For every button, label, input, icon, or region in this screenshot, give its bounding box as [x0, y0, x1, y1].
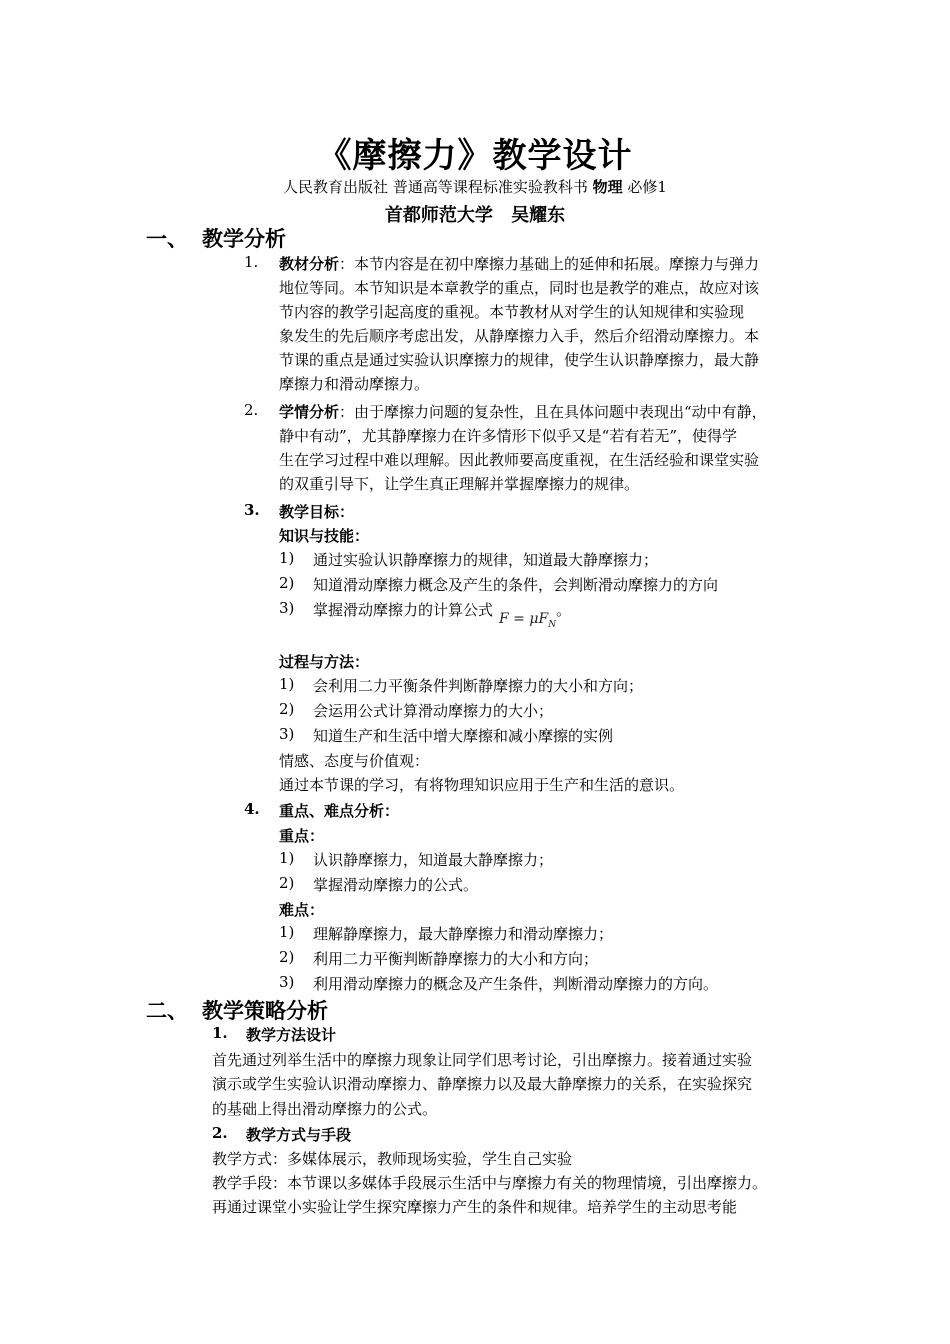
- item-number: 2.: [212, 1124, 228, 1142]
- formula-subscript: N: [548, 619, 557, 630]
- section-2-title: 教学策略分析: [202, 999, 328, 1023]
- text-span: ：本节内容是在初中摩擦力基础上的延伸和拓展。摩擦力与弹力: [339, 255, 760, 273]
- formula-rhs: = μF: [508, 611, 549, 627]
- item-number: 1.: [212, 1024, 228, 1042]
- paragraph-line: 的双重引导下，让学生真正理解并掌握摩擦力的规律。: [279, 475, 640, 493]
- list-item: 掌握滑动摩擦力的公式。: [313, 876, 479, 894]
- list-number: 3): [279, 599, 295, 617]
- list-item: 知道生产和生活中增大摩擦和减小摩擦的实例: [313, 727, 614, 745]
- text-span: 掌握滑动摩擦力的计算公式: [313, 601, 494, 619]
- subheading-process: 过程与方法：: [279, 653, 370, 671]
- list-number: 2): [279, 948, 295, 966]
- list-number: 2): [279, 700, 295, 718]
- section-1-heading: [146, 223, 286, 253]
- subtitle-subject: 物理: [592, 178, 623, 196]
- subtitle-publisher: 人民教育出版社 普通高等课程标准实验教科书: [283, 178, 588, 196]
- subheading-knowledge: 知识与技能：: [279, 527, 370, 545]
- list-item: 利用滑动摩擦力的概念及产生条件，判断滑动摩擦力的方向。: [313, 975, 719, 993]
- section-1-number: 一、: [146, 227, 188, 251]
- friction-formula: [499, 611, 557, 630]
- paragraph-line: [279, 253, 759, 274]
- list-number: 2): [279, 874, 295, 892]
- item-label: 教材分析: [279, 255, 340, 273]
- paragraph-line: 首先通过列举生活中的摩擦力现象让同学们思考讨论，引出摩擦力。接着通过实验: [212, 1051, 753, 1069]
- paragraph-line: 演示或学生实验认识滑动摩擦力、静摩擦力以及最大静摩擦力的关系，在实验探究: [212, 1075, 753, 1093]
- list-number: 1): [279, 549, 295, 567]
- paragraph-line: 地位等同。本节知识是本章教学的重点，同时也是教学的难点，故应对该: [279, 279, 760, 297]
- paragraph-line: 节课的重点是通过实验认识摩擦力的规律，使学生认识静摩擦力，最大静: [279, 351, 760, 369]
- document-subtitle: [0, 176, 950, 197]
- author-school: 首都师范大学: [384, 205, 493, 226]
- item-label: 教学方法设计: [246, 1026, 337, 1044]
- list-item: 会利用二力平衡条件判断静摩擦力的大小和方向；: [313, 677, 644, 695]
- item-label: 重点、难点分析：: [279, 802, 400, 820]
- paragraph-line: [279, 401, 767, 422]
- list-number: 3): [279, 973, 295, 991]
- paragraph-line: 象发生的先后顺序考虑出发，从静摩擦力入手，然后介绍滑动摩擦力。本: [279, 327, 760, 345]
- list-number: 1): [279, 923, 295, 941]
- paragraph-line: 再通过课堂小实验让学生探究摩擦力产生的条件和规律。培养学生的主动思考能: [212, 1198, 738, 1216]
- list-item: 知道滑动摩擦力概念及产生的条件，会判断滑动摩擦力的方向: [313, 576, 719, 594]
- section-2-heading: [146, 995, 328, 1025]
- document-title: 《摩擦力》教学设计: [317, 136, 633, 176]
- paragraph-line: 静中有动”，尤其静摩擦力在许多情形下似乎又是“若有若无”，使得学: [279, 427, 738, 445]
- author-name: 吴耀东: [511, 205, 566, 226]
- section-2-number: 二、: [146, 999, 188, 1023]
- item-number: 1.: [244, 253, 259, 271]
- item-label: 教学方式与手段: [246, 1126, 352, 1144]
- paragraph-line: 的基础上得出滑动摩擦力的公式。: [212, 1100, 438, 1118]
- list-item: 认识静摩擦力，知道最大静摩擦力；: [313, 851, 554, 869]
- list-item: 通过实验认识静摩擦力的规律，知道最大静摩擦力；: [313, 551, 659, 569]
- list-item: 理解静摩擦力，最大静摩擦力和滑动摩擦力；: [313, 925, 614, 943]
- text-span: 。: [556, 601, 572, 619]
- list-item: 会运用公式计算滑动摩擦力的大小；: [313, 702, 554, 720]
- formula-lhs: F: [499, 611, 509, 627]
- item-label: 教学目标：: [279, 503, 355, 521]
- item-number: 3.: [244, 501, 260, 519]
- paragraph-line: 节内容的教学引起高度的重视。本节教材从对学生的认知规律和实验现: [279, 303, 745, 321]
- list-number: 2): [279, 574, 295, 592]
- item-number: 2.: [244, 401, 259, 419]
- list-number: 3): [279, 725, 295, 743]
- paragraph-line: 教学方式：多媒体展示，教师现场实验，学生自己实验: [212, 1150, 573, 1168]
- subheading-key-points: 重点：: [279, 827, 325, 845]
- subheading-attitude: 情感、态度与价值观：: [279, 752, 430, 770]
- list-number: 1): [279, 675, 295, 693]
- list-item: 利用二力平衡判断静摩擦力的大小和方向；: [313, 950, 599, 968]
- paragraph-line: 生在学习过程中难以理解。因此教师要高度重视，在生活经验和课堂实验: [279, 451, 760, 469]
- paragraph-line: 摩擦力和滑动摩擦力。: [279, 375, 430, 393]
- paragraph-line: 教学手段：本节课以多媒体手段展示生活中与摩擦力有关的物理情境，引出摩擦力。: [212, 1174, 768, 1192]
- item-number: 4.: [244, 800, 260, 818]
- text-span: ：由于摩擦力问题的复杂性，且在具体问题中表现出“动中有静，: [339, 403, 767, 421]
- paragraph-line: 通过本节课的学习，有将物理知识应用于生产和生活的意识。: [279, 776, 685, 794]
- subtitle-volume: 必修1: [627, 178, 667, 196]
- list-number: 1): [279, 849, 295, 867]
- item-label: 学情分析: [279, 403, 340, 421]
- subheading-difficulties: 难点：: [279, 901, 325, 919]
- author-line: [0, 201, 950, 227]
- list-item: [313, 599, 572, 630]
- section-1-title: 教学分析: [202, 227, 286, 251]
